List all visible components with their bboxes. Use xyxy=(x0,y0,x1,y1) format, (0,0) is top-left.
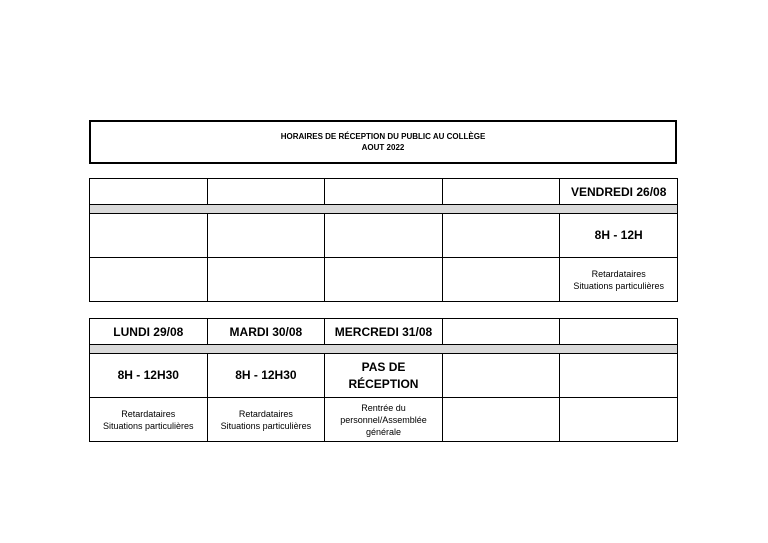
separator-row xyxy=(90,345,678,354)
note-cell xyxy=(560,258,678,302)
separator xyxy=(90,345,678,354)
note-cell xyxy=(325,258,443,302)
note-line: personnel/Assemblée xyxy=(340,414,427,425)
notes-row xyxy=(90,398,678,442)
note-cell xyxy=(442,258,560,302)
day-cell: MARDI 30/08 xyxy=(207,319,325,345)
hours-line: RÉCEPTION xyxy=(348,376,419,391)
day-cell xyxy=(442,179,560,205)
day-header-row xyxy=(90,319,678,345)
hours-row xyxy=(90,214,678,258)
notes-row xyxy=(90,258,678,302)
page-title xyxy=(89,120,677,164)
day-cell xyxy=(442,319,560,345)
note-cell xyxy=(325,398,443,442)
hours-cell xyxy=(90,354,208,398)
hours-cell xyxy=(442,354,560,398)
day-header-row xyxy=(90,179,678,205)
day-cell xyxy=(325,179,443,205)
note-line: Situations particulières xyxy=(220,420,312,431)
hours-line: 8H - 12H30 xyxy=(117,368,179,382)
note-line: Retardataires xyxy=(591,268,646,279)
hours-cell xyxy=(560,354,678,398)
hours-line: 8H - 12H30 xyxy=(235,368,297,382)
hours-cell xyxy=(207,354,325,398)
note-cell xyxy=(560,398,678,442)
hours-cell xyxy=(325,214,443,258)
schedule-table-week1 xyxy=(89,178,678,302)
day-cell xyxy=(90,179,208,205)
separator xyxy=(90,205,678,214)
hours-row xyxy=(90,354,678,398)
hours-cell: 8H - 12H xyxy=(560,214,678,258)
note-line: Rentrée du xyxy=(361,402,406,413)
note-line: Situations particulières xyxy=(103,420,194,431)
day-cell xyxy=(560,319,678,345)
note-line: Situations particulières xyxy=(573,280,664,291)
note-line: Retardataires xyxy=(238,408,293,419)
note-line: générale xyxy=(365,426,401,437)
hours-cell xyxy=(207,214,325,258)
note-cell xyxy=(90,258,208,302)
hours-line: PAS DE xyxy=(361,359,406,374)
title-line-2: AOUT 2022 xyxy=(361,143,405,152)
separator-row xyxy=(90,205,678,214)
schedule-table-week2 xyxy=(89,318,678,442)
hours-cell xyxy=(442,214,560,258)
note-cell xyxy=(90,398,208,442)
day-cell xyxy=(207,179,325,205)
day-cell: MERCREDI 31/08 xyxy=(325,319,443,345)
note-line: Retardataires xyxy=(121,408,176,419)
hours-cell xyxy=(325,354,443,398)
note-cell xyxy=(442,398,560,442)
title-line-1: HORAIRES DE RÉCEPTION DU PUBLIC AU COLLÈGE xyxy=(280,132,486,141)
day-cell: LUNDI 29/08 xyxy=(90,319,208,345)
note-cell xyxy=(207,258,325,302)
day-cell: VENDREDI 26/08 xyxy=(560,179,678,205)
hours-cell xyxy=(90,214,208,258)
note-cell xyxy=(207,398,325,442)
